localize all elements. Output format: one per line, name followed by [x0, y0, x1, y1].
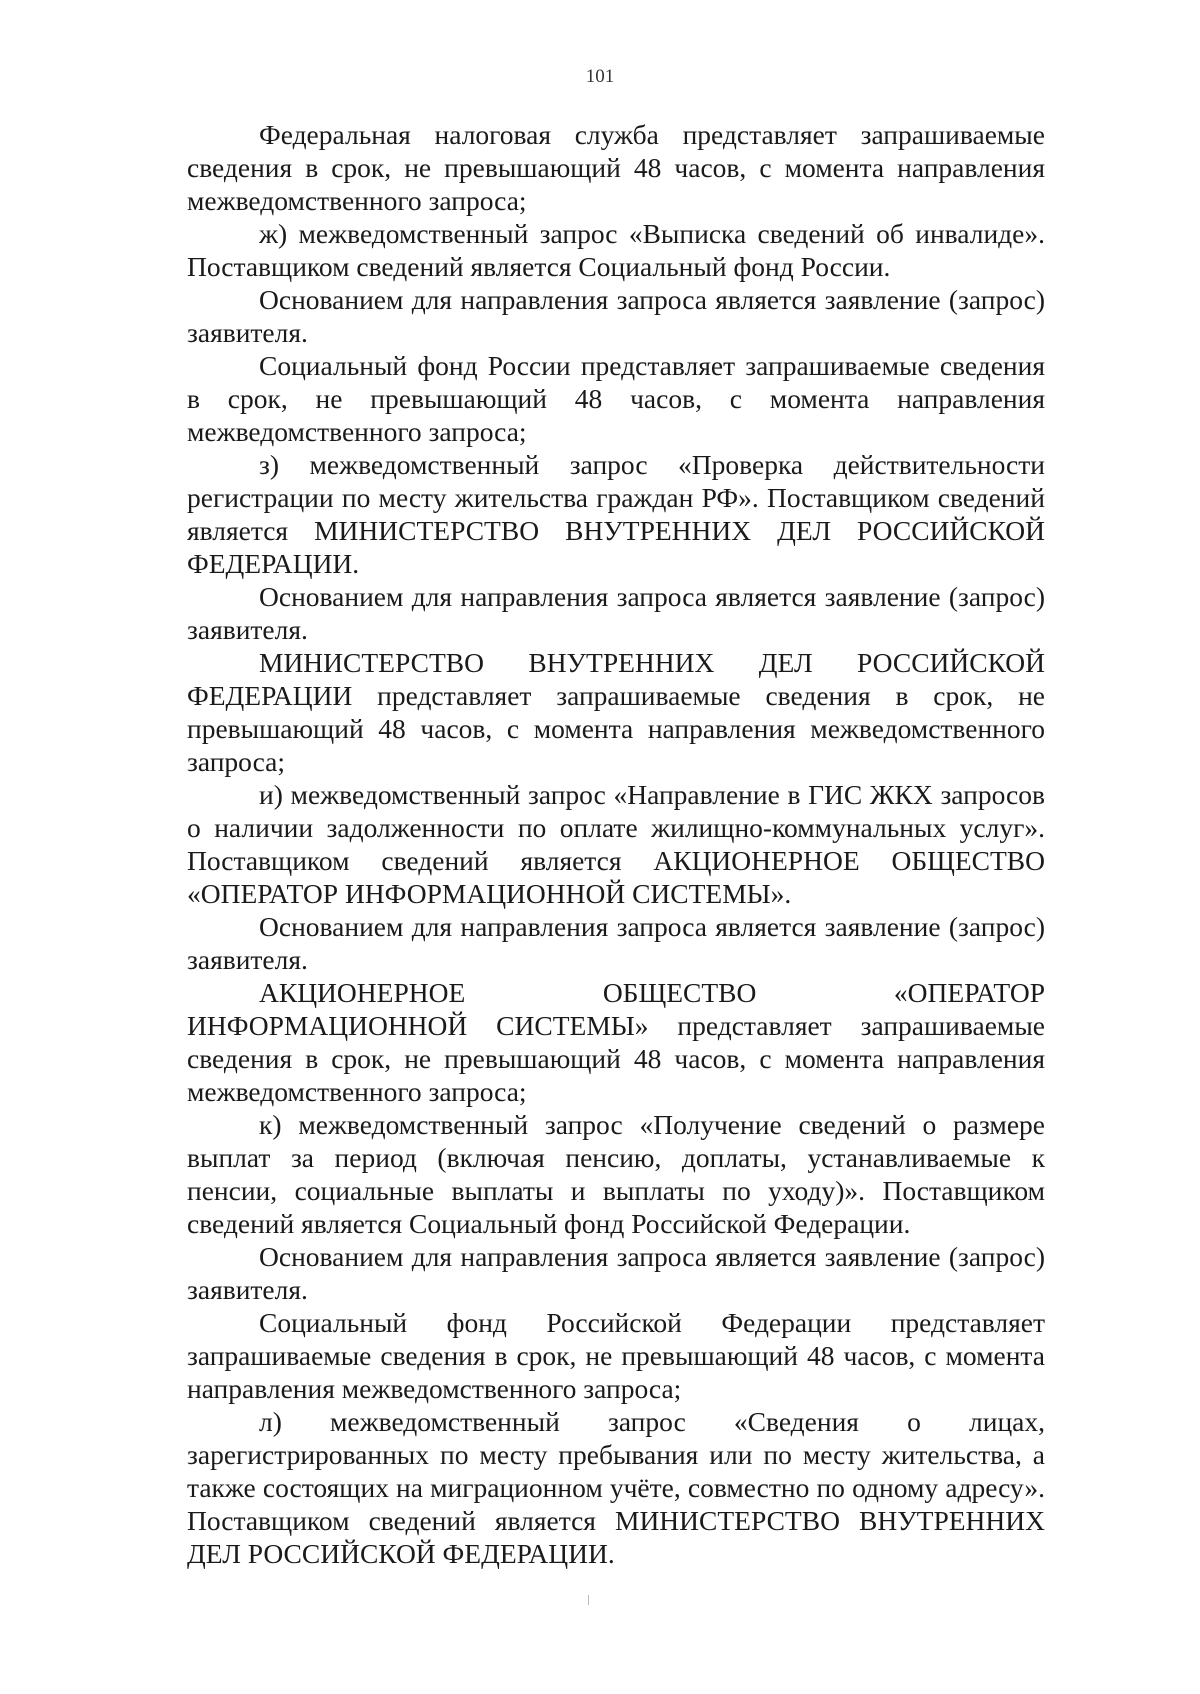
- paragraph-request-zh: ж) межведомственный запрос «Выписка сведений об инвалиде». Поставщиком сведений является Социальный фонд России.: [187, 218, 1045, 282]
- page-number: 101: [585, 66, 615, 87]
- paragraph-basis: Основанием для направления запроса является заявление (запрос) заявителя.: [187, 284, 1045, 348]
- paragraph-sfr-rf-response: Социальный фонд Российской Федерации представляет запрашиваемые сведения в срок, не превышающий 48 часов, с момента направления межведомственного запроса;: [187, 1307, 1045, 1404]
- paragraph-basis: Основанием для направления запроса является заявление (запрос) заявителя.: [187, 581, 1045, 645]
- paragraph-operator-response: АКЦИОНЕРНОЕ ОБЩЕСТВО «ОПЕРАТОР ИНФОРМАЦИОННОЙ СИСТЕМЫ» представляет запрашиваемые сведения в срок, не превышающий 48 часов, с момента направления межведомственного запроса;: [187, 977, 1045, 1107]
- paragraph-request-i: и) межведомственный запрос «Направление в ГИС ЖКХ запросов о наличии задолженности по оплате жилищно-коммунальных услуг». Поставщиком сведений является АКЦИОНЕРНОЕ ОБЩЕСТВО «ОПЕРАТОР ИНФОРМАЦИОННОЙ СИСТЕМЫ».: [187, 779, 1045, 909]
- scan-artifact-mark: [588, 1595, 589, 1605]
- document-body: [187, 118, 1045, 1570]
- paragraph-request-z: з) межведомственный запрос «Проверка действительности регистрации по месту жительства граждан РФ». Поставщиком сведений является МИНИСТЕРСТВО ВНУТРЕННИХ ДЕЛ РОССИЙСКОЙ ФЕДЕРАЦИИ.: [187, 449, 1045, 579]
- paragraph-basis: Основанием для направления запроса является заявление (запрос) заявителя.: [187, 911, 1045, 975]
- paragraph-request-k: к) межведомственный запрос «Получение сведений о размере выплат за период (включая пенсию, доплаты, устанавливаемые к пенсии, социальные выплаты и выплаты по уходу)». Поставщиком сведений является Социальный фонд Российской Федерации.: [187, 1109, 1045, 1239]
- paragraph-fns-response: Федеральная налоговая служба представляет запрашиваемые сведения в срок, не превышающий 48 часов, с момента направления межведомственного запроса;: [187, 119, 1045, 216]
- paragraph-basis: Основанием для направления запроса является заявление (запрос) заявителя.: [187, 1241, 1045, 1305]
- paragraph-sfr-response: Социальный фонд России представляет запрашиваемые сведения в срок, не превышающий 48 часов, с момента направления межведомственного запроса;: [187, 350, 1045, 447]
- paragraph-mvd-response: МИНИСТЕРСТВО ВНУТРЕННИХ ДЕЛ РОССИЙСКОЙ ФЕДЕРАЦИИ представляет запрашиваемые сведения в срок, не превышающий 48 часов, с момента направления межведомственного запроса;: [187, 647, 1045, 777]
- paragraph-request-l: л) межведомственный запрос «Сведения о лицах, зарегистрированных по месту пребывания или по месту жительства, а также состоящих на миграционном учёте, совместно по одному адресу». Поставщиком сведений является МИНИСТЕРСТВО ВНУТРЕННИХ ДЕЛ РОССИЙСКОЙ ФЕДЕРАЦИИ.: [187, 1406, 1045, 1569]
